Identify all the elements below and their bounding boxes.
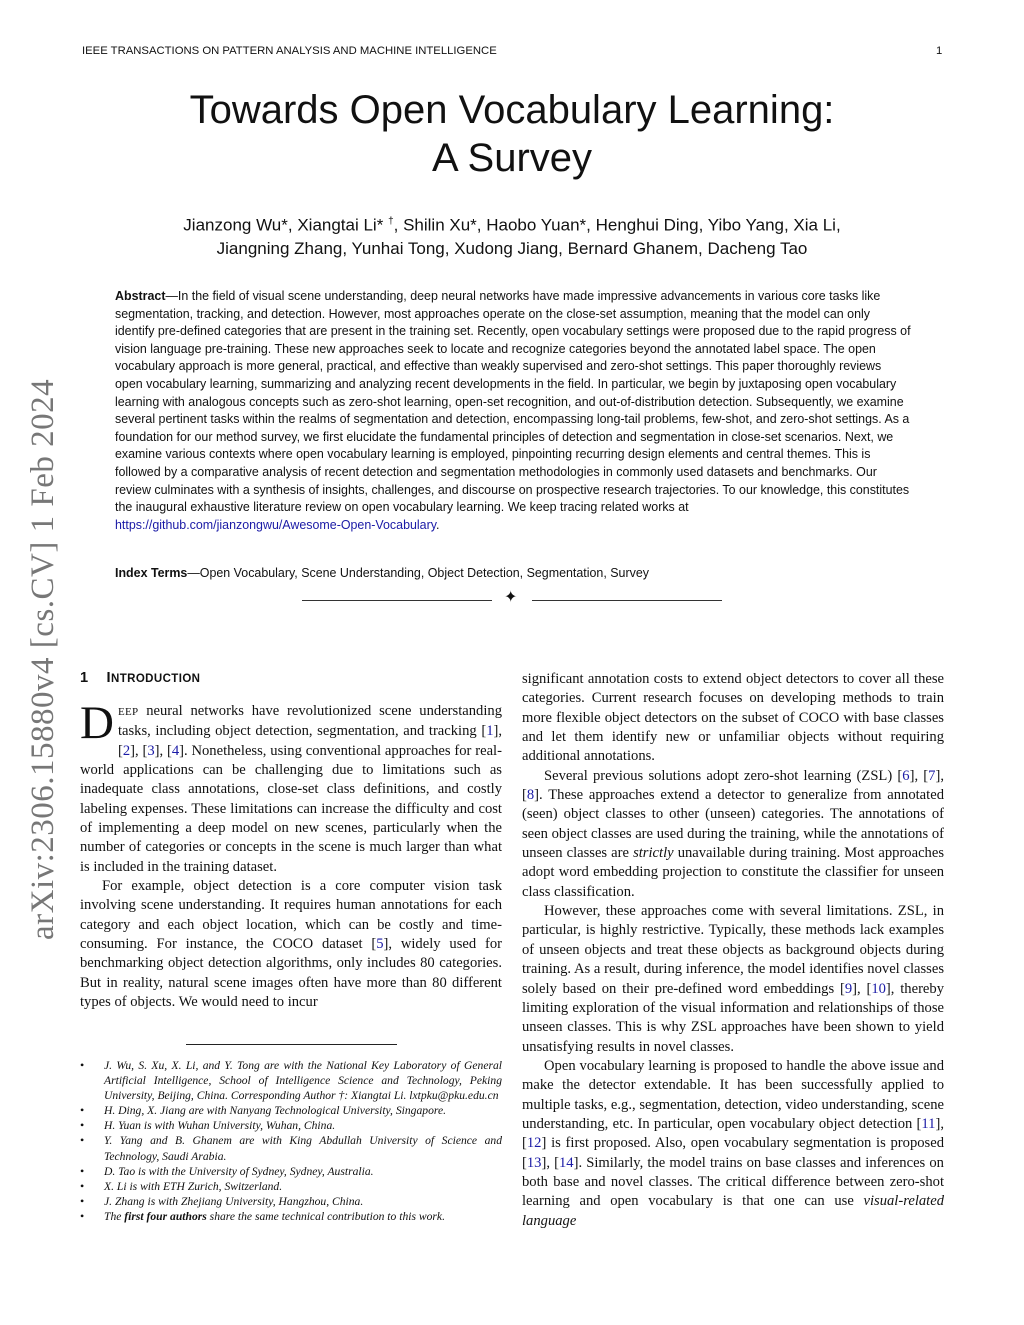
bullet-icon: • bbox=[80, 1163, 85, 1178]
paragraph-text: ], [ bbox=[522, 1115, 944, 1152]
dagger-mark: † bbox=[388, 216, 394, 227]
bullet-icon: • bbox=[80, 1133, 85, 1148]
intro-paragraph-4 bbox=[522, 767, 944, 902]
emphasis-text: visual-related language bbox=[522, 1193, 944, 1229]
footnote-text: H. Yuan is with Wuhan University, Wuhan, China. bbox=[104, 1119, 336, 1133]
title-line-1: Towards Open Vocabulary Learning: bbox=[189, 88, 835, 132]
paragraph-text: ], [ bbox=[909, 767, 929, 784]
footnote-text: J. Zhang is with Zhejiang University, Hangzhou, China. bbox=[104, 1194, 364, 1208]
citation-link[interactable]: 7 bbox=[928, 767, 936, 784]
footnote-emphasis: first four authors bbox=[124, 1209, 207, 1223]
github-link[interactable]: https://github.com/jianzongwu/Awesome-Open-Vocabulary bbox=[115, 517, 437, 532]
page-number: 1 bbox=[936, 45, 943, 57]
footnote-item bbox=[80, 1209, 502, 1224]
footnote-text: Y. Yang and B. Ghanem are with King Abdullah University of Science and Technology, Saudi Arabia. bbox=[104, 1134, 502, 1163]
authors-line-1a: Jianzong Wu*, Xiangtai Li* bbox=[183, 215, 384, 235]
paragraph-text: For example, object detection is a core computer vision task involving scene understanding. It requires human annotations for each category and each object location, which can be costly and time-consuming. For instance, the COCO dataset [ bbox=[80, 878, 502, 953]
citation-link[interactable]: 5 bbox=[376, 936, 384, 953]
intro-paragraph-1 bbox=[80, 697, 502, 877]
section-divider bbox=[302, 589, 722, 609]
emphasis-text: strictly bbox=[633, 845, 674, 862]
footnote-text: X. Li is with ETH Zurich, Switzerland. bbox=[104, 1179, 283, 1193]
index-terms-label: Index Terms bbox=[115, 566, 188, 580]
section-number: 1 bbox=[80, 670, 89, 686]
citation-link[interactable]: 8 bbox=[526, 787, 535, 804]
section-title-rest: NTRODUCTION bbox=[111, 673, 201, 685]
footnote-text: The bbox=[104, 1209, 125, 1223]
section-heading-introduction bbox=[80, 670, 200, 686]
bullet-icon: • bbox=[80, 1193, 85, 1208]
paragraph-text: ], [ bbox=[541, 1154, 559, 1171]
bullet-icon: • bbox=[80, 1058, 85, 1072]
paragraph-text: Several previous solutions adopt zero-shot learning (ZSL) [ bbox=[544, 767, 903, 784]
footnote-item bbox=[80, 1103, 502, 1118]
citation-link[interactable]: 6 bbox=[902, 767, 910, 784]
footnote-item bbox=[80, 1164, 502, 1179]
paragraph-text: ], thereby limiting exploration of the visual information and relationships of those unseen classes. This is why ZSL approaches have been shown to yield unsatisfying results in novel classes. bbox=[522, 980, 944, 1055]
bullet-icon: • bbox=[80, 1208, 85, 1223]
four-point-star-icon: ✦ bbox=[504, 589, 518, 606]
right-column bbox=[522, 670, 944, 1231]
citation-link[interactable]: 9 bbox=[844, 980, 853, 997]
footnote-item bbox=[80, 1133, 502, 1163]
footnote-item bbox=[80, 1179, 502, 1194]
citation-link[interactable]: 13 bbox=[526, 1154, 542, 1171]
citation-link[interactable]: 12 bbox=[526, 1135, 542, 1152]
paragraph-text: ], [ bbox=[852, 980, 872, 997]
left-column bbox=[80, 697, 502, 1013]
footnote-text: H. Ding, X. Jiang are with Nanyang Technological University, Singapore. bbox=[104, 1104, 446, 1118]
paragraph-text: ], widely used for benchmarking object detection algorithms, only includes 80 categories. But in reality, natural scene images often have more than 80 different types of objects. We would need to incur bbox=[80, 936, 502, 1011]
citation-link[interactable]: 1 bbox=[486, 723, 494, 740]
intro-paragraph-6 bbox=[522, 1057, 944, 1231]
paragraph-text: unavailable during training. Most approaches adopt word embedding projection to constitute the classifier for unseen class classification. bbox=[522, 845, 945, 900]
citation-link[interactable]: 14 bbox=[558, 1154, 574, 1171]
footnote-item bbox=[80, 1118, 502, 1133]
paragraph-text: ], [ bbox=[154, 742, 172, 759]
author-list bbox=[0, 210, 1024, 260]
footnote-text: J. Wu, S. Xu, X. Li, and Y. Tong are with the National Key Laboratory of General Artificial Intelligence, School of Intelligence Science and Technology, Peking University, Beijing, China. Corresponding Author †: Xiangtai Li. lxtpku@pku.edu.cn bbox=[104, 1059, 502, 1103]
affiliation-footnotes bbox=[80, 1058, 502, 1224]
authors-line-1b: , Shilin Xu*, Haobo Yuan*, Henghui Ding, Yibo Yang, Xia Li, bbox=[393, 215, 841, 235]
paragraph-text: However, these approaches come with several limitations. ZSL, in particular, is highly restrictive. Typically, these methods lack examples of unseen objects and treat these objects as background objects during training. As a result, during inference, the model identifies novel classes solely based on their pre-defined word embeddings [ bbox=[522, 903, 944, 997]
paragraph-text: ], [ bbox=[117, 723, 502, 759]
citation-link[interactable]: 10 bbox=[871, 980, 886, 997]
citation-link[interactable]: 2 bbox=[122, 742, 131, 759]
paragraph-text: ], [ bbox=[522, 767, 944, 804]
footnote-text: D. Tao is with the University of Sydney, Sydney, Australia. bbox=[104, 1164, 374, 1178]
footnote-item bbox=[80, 1194, 502, 1209]
intro-paragraph-2 bbox=[80, 877, 502, 1012]
abstract-label: Abstract bbox=[115, 289, 166, 303]
paragraph-text: neural networks have revolutionized scene understanding tasks, including object detection, segmentation, and tracking [ bbox=[117, 703, 502, 740]
running-head: IEEE TRANSACTIONS ON PATTERN ANALYSIS AND MACHINE INTELLIGENCE bbox=[82, 45, 497, 57]
footnote-item bbox=[80, 1058, 502, 1103]
abstract bbox=[115, 288, 911, 534]
index-terms-text: Open Vocabulary, Scene Understanding, Object Detection, Segmentation, Survey bbox=[199, 566, 649, 580]
abstract-dash: — bbox=[165, 289, 178, 303]
small-caps-lead: EEP bbox=[117, 706, 139, 718]
paper-title bbox=[0, 86, 1024, 182]
divider-line-left bbox=[302, 600, 492, 601]
paragraph-text: Open vocabulary learning is proposed to handle the above issue and make the detector extendable. It has been successfully applied to multiple tasks, e.g., segmentation, detection, video understanding, scene understanding, etc. In particular, open vocabulary object detection [ bbox=[522, 1057, 944, 1132]
citation-link[interactable]: 11 bbox=[921, 1115, 936, 1132]
bullet-icon: • bbox=[80, 1103, 85, 1118]
paragraph-text: ]. Nonetheless, using conventional approaches for real-world applications can be challenging due to limitations such as inadequate class annotations, close-set class definitions, and costly labeling expenses. These limitations can increase the difficulty and cost of implementing a deep model on new scenes, particularly when the number of categories or concepts in the scene is much larger than what is included in the training dataset. bbox=[80, 742, 502, 875]
drop-cap: D bbox=[80, 697, 114, 749]
paragraph-text: ] is first proposed. Also, open vocabulary segmentation is proposed [ bbox=[522, 1135, 944, 1171]
section-title-first: I bbox=[106, 670, 111, 686]
title-line-2: A Survey bbox=[431, 136, 593, 180]
citation-link[interactable]: 4 bbox=[171, 742, 180, 759]
abstract-link-suffix: . bbox=[436, 517, 440, 532]
footnote-text: share the same technical contribution to this work. bbox=[206, 1209, 445, 1223]
index-terms-dash: — bbox=[187, 566, 200, 580]
intro-paragraph-3: significant annotation costs to extend object detectors to cover all these categories. Current research focuses on developing methods to train more flexible object detectors on the subset of COCO with base classes and let them identify new or unfamiliar objects without requiring additional annotations. bbox=[522, 671, 944, 765]
footnote-rule bbox=[186, 1044, 397, 1045]
bullet-icon: • bbox=[80, 1118, 85, 1133]
intro-paragraph-5 bbox=[522, 902, 944, 1057]
paragraph-text: ]. Similarly, the model trains on base classes and inferences on both base and novel classes. The critical difference between zero-shot learning and open vocabulary is that one can use bbox=[522, 1154, 944, 1210]
abstract-text: In the field of visual scene understanding, deep neural networks have made impressive advancements in various core tasks like segmentation, tracking, and detection. However, most approaches operate on the close-set assumption, meaning that the model can only identify pre-defined categories that are present in the training set. Recently, open vocabulary settings were proposed due to the rapid progress of vision language pre-training. These new approaches seek to locate and recognize categories beyond the annotated label space. The open vocabulary approach is more general, practical, and effective than weakly supervised and zero-shot settings. This paper thoroughly reviews open vocabulary learning, summarizing and analyzing recent developments in the field. In particular, we begin by juxtaposing open vocabulary learning with analogous concepts such as zero-shot learning, open-set recognition, and out-of-distribution detection. Subsequently, we examine several pertinent tasks within the realms of segmentation and detection, encompassing long-tail problems, few-shot, and zero-shot settings. As a foundation for our method survey, we first elucidate the fundamental principles of detection and segmentation in close-set scenarios. Next, we examine various contexts where open vocabulary learning is employed, pinpointing recurring design elements and central themes. This is followed by a comparative analysis of recent detection and segmentation methodologies in commonly used datasets and benchmarks. Our review culminates with a synthesis of insights, challenges, and discourse on prospective research trajectories. To our knowledge, this constitutes the inaugural exhaustive literature review on open vocabulary learning. We keep tracing related works at bbox=[115, 289, 911, 515]
paragraph-text: ], [ bbox=[130, 742, 148, 759]
divider-line-right bbox=[532, 600, 722, 601]
arxiv-identifier-stamp: arXiv:2306.15880v4 [cs.CV] 1 Feb 2024 bbox=[25, 378, 61, 940]
paragraph-text: ]. These approaches extend a detector to generalize from annotated (seen) object classes to other (unseen) categories. The annotations of seen object classes are used during the training, while the annotations of unseen classes are bbox=[522, 787, 944, 862]
authors-line-2: Jiangning Zhang, Yunhai Tong, Xudong Jiang, Bernard Ghanem, Dacheng Tao bbox=[216, 238, 808, 258]
citation-link[interactable]: 3 bbox=[147, 742, 155, 759]
index-terms bbox=[115, 566, 649, 580]
bullet-icon: • bbox=[80, 1178, 85, 1193]
